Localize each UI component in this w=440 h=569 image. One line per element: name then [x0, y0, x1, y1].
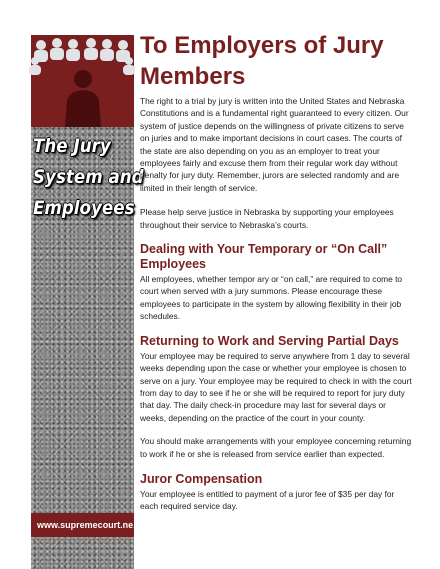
jury-silhouette-icon	[31, 35, 134, 127]
section-paragraph: All employees, whether tempor ary or “on call,” are required to come to court when served with a jury summons. Please encourage these employees to participate in the system by allowing flexibility in their job schedules.	[140, 274, 403, 322]
section-heading-returning-to-work: Returning to Work and Serving Partial Days	[140, 333, 399, 348]
section-heading-temporary-employees: Dealing with Your Temporary or “On Call” Employees	[140, 242, 388, 272]
section-paragraph: You should make arrangements with your employee concerning returning to work if he or she is released from service earlier than expected.	[140, 436, 412, 459]
sidebar-title	[33, 131, 144, 224]
section-paragraph: Your employee may be required to serve anywhere from 1 day to several weeks depending upon the case or whether your employee is chosen to serve on a jury. Your employee may be required to check in with the court from day to day to see if he or she will be required to report for jury duty that day. The daily check-in procedure may last for several days or weeks, depending on the practice of the court in your county.	[140, 350, 412, 423]
page-title	[140, 30, 412, 92]
jury-silhouette-image	[31, 35, 134, 127]
sidebar-title-line: Employees	[33, 197, 135, 219]
intro-paragraph-2: Please help serve justice in Nebraska by supporting your employees throughout their service to Nebraska’s courts.	[140, 207, 394, 230]
intro-paragraph: The right to a trial by jury is written into the United States and Nebraska Constitutions and is a fundamental right guaranteed to every citizen. Our system of justice depends on the willingness of private citizens to serve on juries and to make important decisions in court cases. The courts of the state are also depending on you as an employer to treat your employees fairly and excuse them from their regular work day without penalty for jury duty. Remember, jurors are selected randomly and are limited in their length of service.	[140, 96, 409, 193]
sidebar-title-line: The Jury	[33, 135, 111, 157]
website-link[interactable]: www.supremecourt.ne.gov	[31, 513, 134, 537]
page-title-line-2: Members	[140, 63, 246, 90]
section-paragraph: Your employee is entitled to payment of a juror fee of $35 per day for each required service day.	[140, 488, 395, 512]
sidebar-title-line: System and	[33, 166, 144, 188]
main-content	[140, 30, 412, 513]
left-sidebar	[31, 35, 144, 569]
page-title-line-1: To Employers of Jury	[140, 32, 384, 59]
section-heading-juror-compensation: Juror Compensation	[140, 471, 263, 486]
